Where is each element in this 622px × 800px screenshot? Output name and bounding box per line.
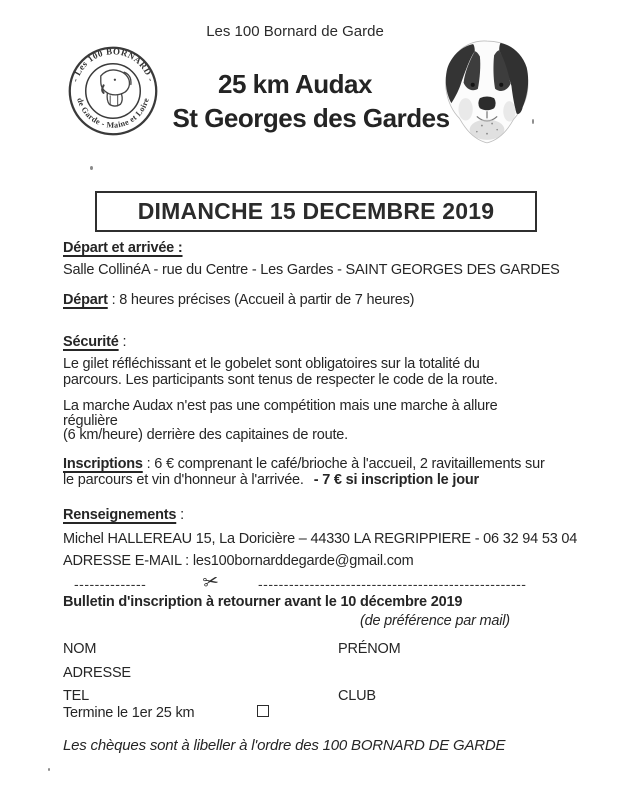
securite-line1: Le gilet réfléchissant et le gobelet sont obligatoires sur la totalité du [63, 356, 480, 372]
inscriptions-line2 [63, 472, 545, 488]
inscriptions-value2: le parcours et vin d'honneur à l'arrivée. [63, 472, 304, 488]
cheque-note: Les chèques sont à libeller à l'ordre des 100 BORNARD DE GARDE [63, 737, 506, 754]
contact-line: Michel HALLEREAU 15, La Doricière – 44330 LA REGRIPPIERE - 06 32 94 53 04 [63, 531, 578, 547]
event-title-line2: St Georges des Gardes [172, 103, 450, 133]
renseignements-heading-line [63, 507, 184, 523]
depart-value: : 8 heures précises (Accueil à partir de 7 heures) [107, 292, 415, 308]
bulletin-heading: Bulletin d'inscription à retourner avant le 10 décembre 2019 [63, 594, 463, 610]
scissors-icon: ✂ [200, 570, 221, 595]
event-title-line1: 25 km Audax [218, 69, 372, 99]
scan-speck [532, 119, 534, 124]
inscriptions-heading: Inscriptions [63, 456, 143, 472]
cut-line [0, 570, 622, 595]
termine-label: Termine le 1er 25 km [63, 705, 195, 721]
scan-speck [48, 768, 50, 771]
inscriptions-value1: : 6 € comprenant le café/brioche à l'accueil, 2 ravitaillements sur [142, 456, 545, 472]
renseignements-heading: Renseignements [63, 507, 177, 523]
audax-paragraph [63, 399, 498, 443]
renseignements-colon: : [176, 507, 184, 523]
depart-arrivee-heading: Départ et arrivée : [63, 240, 183, 256]
inscriptions-paragraph [63, 456, 545, 488]
stamp-top-text: - Les 100 BORNARD - [69, 46, 157, 83]
cut-dashes-left: -------------- [74, 576, 147, 592]
audax-line3: (6 km/heure) derrière des capitaines de route. [63, 427, 348, 443]
club-label: CLUB [338, 688, 376, 704]
audax-line1: La marche Audax n'est pas une compétition mais une marche à allure [63, 398, 498, 414]
scan-speck [90, 166, 93, 170]
securite-heading-line [63, 334, 126, 350]
inscriptions-bold-note: - 7 € si inscription le jour [313, 472, 479, 488]
securite-line2: parcours. Les participants sont tenus de respecter le code de la route. [63, 372, 498, 388]
bulletin-subnote: (de préférence par mail) [360, 613, 510, 629]
securite-paragraph [63, 356, 498, 388]
depart-line [63, 292, 414, 308]
prenom-label: PRÉNOM [338, 641, 401, 657]
securite-colon: : [118, 334, 127, 350]
adresse-label: ADRESSE [63, 665, 131, 681]
org-name: Les 100 Bornard de Garde [206, 23, 384, 40]
date-banner: DIMANCHE 15 DECEMBRE 2019 [95, 191, 537, 232]
depart-heading: Départ [63, 292, 108, 308]
stamp-bottom-text: de Garde - Maine et Loire [75, 96, 151, 130]
termine-checkbox[interactable] [257, 705, 269, 717]
securite-heading: Sécurité [63, 334, 119, 350]
tel-label: TEL [63, 688, 89, 704]
depart-arrivee-value: Salle CollinéA - rue du Centre - Les Gardes - SAINT GEORGES DES GARDES [63, 262, 560, 278]
email-line: ADRESSE E-MAIL : les100bornarddegarde@gmail.com [63, 553, 414, 569]
cut-dashes-right: ---------------------------------------------------- [258, 576, 527, 592]
audax-line2: régulière [63, 412, 118, 429]
inscriptions-line1 [63, 456, 545, 472]
nom-label: NOM [63, 641, 97, 657]
